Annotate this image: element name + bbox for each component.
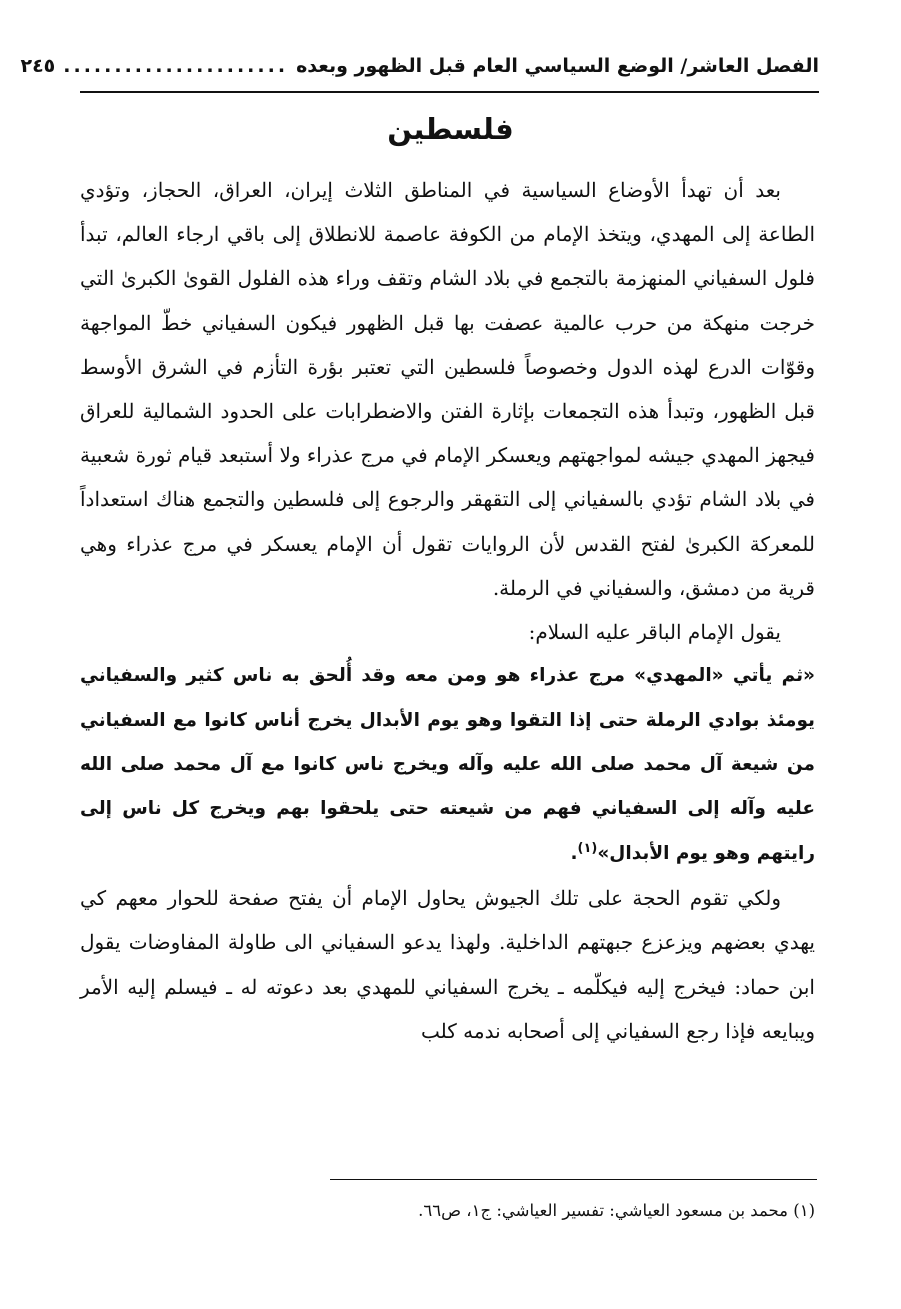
header-divider (80, 91, 819, 93)
footnote-divider (330, 1179, 817, 1180)
paragraph-quotation: «ثم يأتي «المهدي» مرج عذراء هو ومن معه وقد أُلحق به ناس كثير والسفياني يومئذ بوادي الرملة حتى إذا التقوا وهو يوم الأبدال يخرج أناس كانوا مع السفياني من شيعة آل محمد صلى الله عليه وآله ويخرج ناس كانوا مع آل محمد صلى الله عليه وآله إلى السفياني فهم من شيعته حتى يلحقوا بهم ويخرج كل ناس إلى رايتهم وهو يوم الأبدال»$^{(١)}$. (80, 665, 815, 864)
paragraph-negotiation: ولكي تقوم الحجة على تلك الجيوش يحاول الإمام أن يفتح صفحة للحوار معهم كي يهدي بعضهم ويزعزع جبهتهم الداخلية. ولهذا يدعو السفياني الى طاولة المفاوضات يقول ابن حماد: فيخرج إليه فيكلّمه ـ يخرج السفياني للمهدي بعد دعوته له ـ فيسلم إليه الأمر ويبايعه فإذا رجع السفياني إلى أصحابه ندمه كلب (80, 886, 815, 1043)
page-number: ٢٤٥ (20, 55, 56, 77)
footnote: (١) محمد بن مسعود العياشي: تفسير العياشي: ج١، ص٦٦. (418, 1201, 815, 1220)
chapter-title: الفصل العاشر/ الوضع السياسي العام قبل الظهور وبعده (296, 55, 819, 77)
quotation-text: «ثم يأتي «المهدي» مرج عذراء هو ومن معه وقد أُلحق به ناس كثير والسفياني يومئذ بوادي الرملة حتى إذا التقوا وهو يوم الأبدال يخرج أناس كانوا مع السفياني من شيعة آل محمد صلى الله عليه وآله ويخرج ناس كانوا مع آل محمد صلى الله عليه وآله إلى السفياني فهم من شيعته حتى يلحقوا بهم ويخرج كل ناس إلى رايتهم وهو يوم الأبدال» (80, 665, 815, 864)
paragraph-quote-lead: يقول الإمام الباقر عليه السلام: (528, 620, 781, 645)
paragraph-intro: بعد أن تهدأ الأوضاع السياسية في المناطق الثلاث إيران، العراق، الحجاز، وتؤدي الطاعة إلى المهدي، ويتخذ الإمام من الكوفة عاصمة للانطلاق إلى باقي ارجاء العالم، تبدأ فلول السفياني المنهزمة بالتجمع في بلاد الشام وتقف وراء هذه الفلول القوىٰ الكبرىٰ التي خرجت منهكة من حرب عالمية عصفت بها قبل الظهور فيكون السفياني خطّ المواجهة وقوّات الدرع لهذه الدول وخصوصاً فلسطين التي تعتبر بؤرة التأزم في الشرق الأوسط قبل الظهور، وتبدأ هذه التجمعات بإثارة الفتن والاضطرابات على الحدود الشمالية للعراق فيجهز المهدي جيشه لمواجهتهم ويعسكر الإمام في مرج عذراء ولا أستبعد قيام ثورة شعبية في بلاد الشام تؤدي بالسفياني إلى التقهقر والرجوع إلى فلسطين والتجمع هناك استعداداً للمعركة الكبرىٰ لفتح القدس لأن الروايات تقول أن الإمام يعسكر في مرج عذراء وهي قرية من دمشق، والسفياني في الرملة. (80, 178, 815, 600)
section-title: فلسطين (387, 112, 514, 146)
leader-dots: ...................... (63, 55, 289, 77)
body-text (80, 168, 815, 1053)
footnote-reference[interactable]: (١) (577, 840, 598, 856)
running-header (20, 46, 819, 86)
